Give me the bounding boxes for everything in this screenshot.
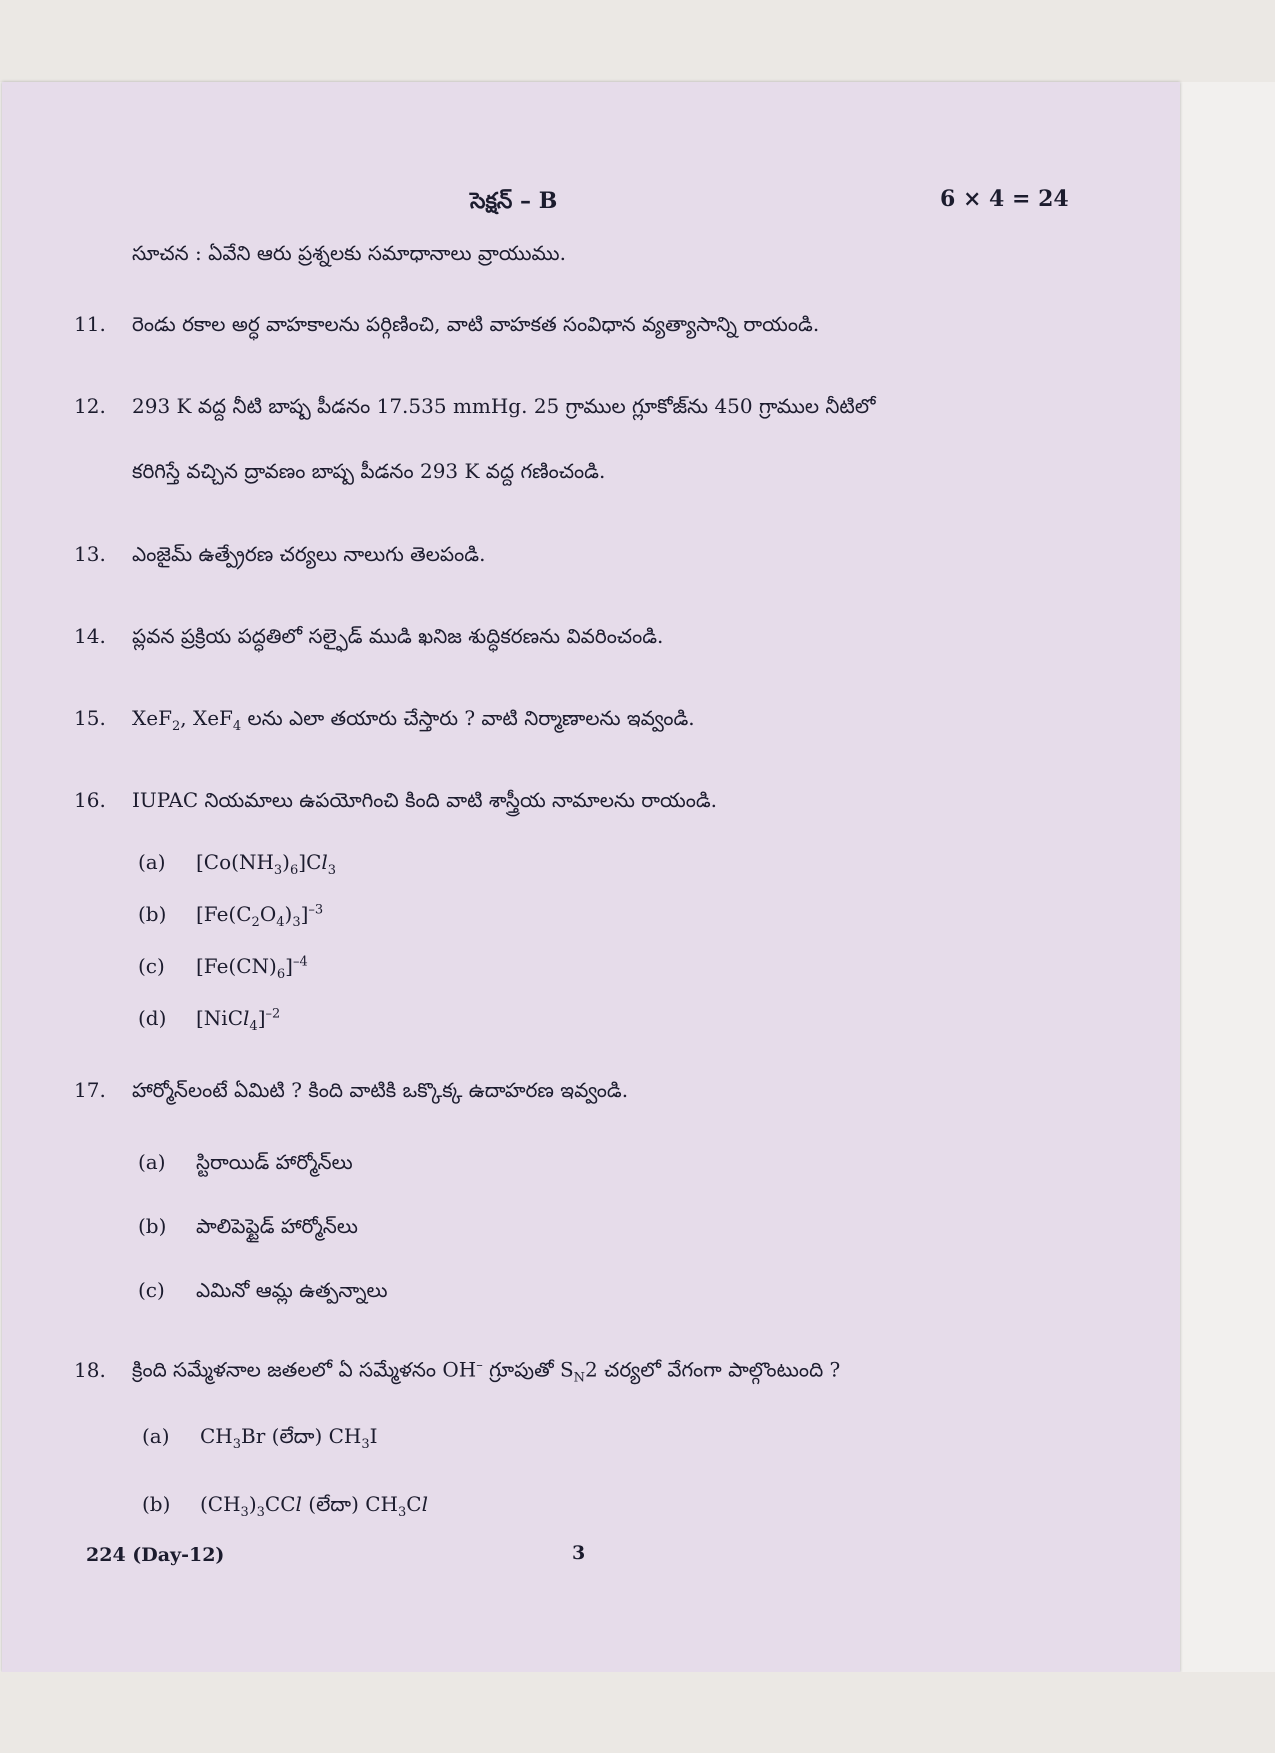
question-number: 14. xyxy=(74,624,106,648)
formula: $CH_3Br$ xyxy=(200,1424,272,1452)
question-number: 12. xyxy=(74,394,106,418)
question-text: IUPAC నియమాలు ఉపయోగించి కింది వాటి శాస్త్రీయ నామాలను రాయండి. xyxy=(132,788,718,812)
question-text: ఎంజైమ్ ఉత్ప్రేరణ చర్యలు నాలుగు తెలపండి. xyxy=(132,542,486,566)
formula: $CH_3I$ xyxy=(322,1424,378,1452)
formula-xef: , XeF xyxy=(180,706,233,730)
question-17 xyxy=(74,1076,628,1104)
option-text: ఎమినో ఆమ్ల ఉత్పన్నాలు xyxy=(196,1278,388,1302)
formula: $[Co(NH_3)_6]Cl_3$ xyxy=(196,850,337,878)
formula: [NiCl$_4$]$^{-2}$ xyxy=(196,1006,281,1034)
marks-label: 6 × 4 = 24 xyxy=(940,186,1069,212)
option-label: (c) xyxy=(138,1278,165,1302)
scan-background-top xyxy=(0,0,1275,82)
superscript: – xyxy=(476,1358,483,1373)
or-word: (లేదా) xyxy=(271,1424,323,1448)
formula: $[Fe(CN)_6]^{-4}$ xyxy=(196,954,308,982)
option-16c xyxy=(138,954,308,982)
question-14 xyxy=(74,622,663,650)
question-number: 16. xyxy=(74,788,106,812)
option-16a xyxy=(138,850,336,878)
question-text: హార్మోన్‌లంటే ఏమిటి ? కింది వాటికి ఒక్కొక్క ఉదాహరణ ఇవ్వండి. xyxy=(132,1078,629,1102)
option-label: (a) xyxy=(138,850,166,874)
question-number: 18. xyxy=(74,1357,106,1382)
page-number: 3 xyxy=(572,1542,586,1564)
scan-background-bottom xyxy=(0,1672,1275,1753)
formula-xef: XeF xyxy=(132,706,172,730)
option-text: స్టిరాయిడ్ హార్మోన్‌లు xyxy=(196,1150,353,1174)
question-16 xyxy=(74,786,717,814)
option-17a xyxy=(138,1150,353,1179)
formula: $CH_3Cl$ xyxy=(358,1492,428,1520)
option-text: పాలిపెప్టైడ్ హార్మోన్‌లు xyxy=(196,1214,358,1238)
question-11 xyxy=(74,310,819,338)
option-18b xyxy=(142,1492,428,1521)
option-label: (d) xyxy=(138,1006,167,1030)
section-title: సెక్షన్ – B xyxy=(470,188,558,214)
question-number: 15. xyxy=(74,706,106,730)
question-number: 13. xyxy=(74,542,106,566)
question-12 xyxy=(74,392,875,420)
question-text-line1: 293 K వద్ద నీటి బాష్ప పీడనం 17.535 mmHg. 25 గ్రాముల గ్లూకోజ్‌ను 450 గ్రాముల నీటిలో xyxy=(132,394,876,418)
option-label: (a) xyxy=(142,1424,170,1448)
question-number: 17. xyxy=(74,1078,106,1102)
question-text: 2 చర్యలో వేగంగా పాల్గొంటుంది ? xyxy=(585,1357,841,1382)
option-16b xyxy=(138,902,323,930)
formula: $(CH_3)_3CCl$ xyxy=(200,1492,302,1520)
instruction: సూచన : ఏవేని ఆరు ప్రశ్నలకు సమాధానాలు వ్రాయుము. xyxy=(132,241,566,265)
option-label: (b) xyxy=(142,1492,171,1516)
subscript: 2 xyxy=(171,719,181,734)
option-label: (a) xyxy=(138,1150,166,1174)
question-12-line2: కరిగిస్తే వచ్చిన ద్రావణం బాష్ప పీడనం 293 K వద్ద గణించండి. xyxy=(132,459,606,483)
option-label: (b) xyxy=(138,902,167,926)
question-number: 11. xyxy=(74,312,106,336)
question-text: క్రింది సమ్మేళనాల జతలలో ఏ సమ్మేళనం OH xyxy=(132,1357,477,1382)
subscript: N xyxy=(573,1370,586,1386)
question-18 xyxy=(74,1352,840,1393)
question-15 xyxy=(74,704,695,741)
question-text: రెండు రకాల అర్ధ వాహకాలను పర్గిణించి, వాటి వాహకత సంవిధాన వ్యత్యాసాన్ని రాయండి. xyxy=(132,312,820,336)
option-16d xyxy=(138,1006,280,1034)
formula: $[Fe(C_2O_4)_3]^{-3}$ xyxy=(196,902,324,930)
question-text: గ్రూపుతో S xyxy=(482,1357,574,1382)
option-17c xyxy=(138,1278,388,1307)
option-17b xyxy=(138,1214,358,1243)
question-text: ప్లవన ప్రక్రియ పద్ధతిలో సల్ఫైడ్ ముడి ఖనిజ శుద్ధికరణను వివరించండి. xyxy=(132,624,664,648)
option-label: (b) xyxy=(138,1214,167,1238)
subscript: 4 xyxy=(232,719,242,734)
question-13 xyxy=(74,540,485,568)
or-word: (లేదా) xyxy=(308,1492,359,1516)
option-18a xyxy=(142,1424,378,1453)
question-text: లను ఎలా తయారు చేస్తారు ? వాటి నిర్మాణాలను ఇవ్వండి. xyxy=(241,706,695,730)
paper-code: 224 (Day-12) xyxy=(86,1544,225,1566)
option-label: (c) xyxy=(138,954,165,978)
